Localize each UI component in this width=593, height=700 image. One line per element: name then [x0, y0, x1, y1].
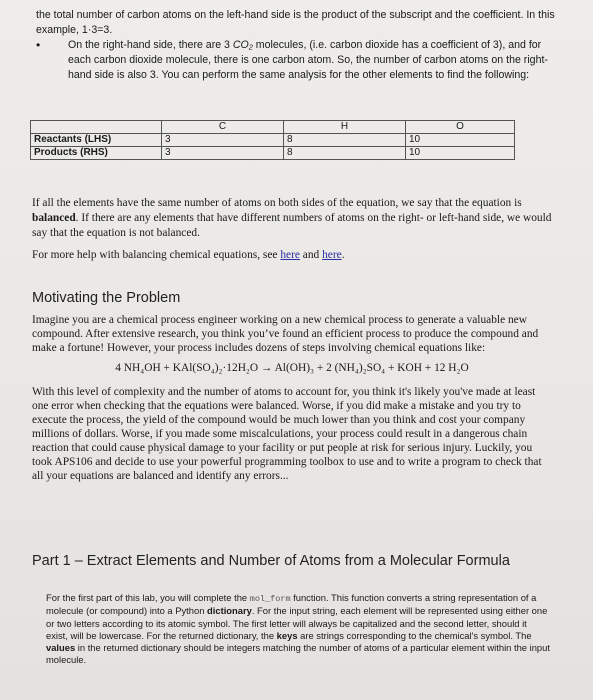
balanced-section	[32, 196, 552, 270]
part1-heading: Part 1 – Extract Elements and Number of Atoms from a Molecular Formula	[32, 553, 510, 569]
part1-text-a: For the first part of this lab, you will complete the	[46, 592, 250, 603]
part1-text-d: are strings corresponding to the chemical's symbol. The	[297, 629, 532, 641]
bullet-item	[36, 38, 556, 83]
table-header-empty	[31, 121, 162, 134]
function-name-code: mol_form	[249, 594, 291, 604]
table-header-row	[31, 121, 515, 134]
co2-formula: CO₂	[232, 39, 253, 51]
cell-products-h: 8	[284, 147, 406, 160]
help-paragraph	[32, 248, 552, 263]
motivating-paragraph-2: With this level of complexity and the number of atoms to account for, you think it's likely you've made at least one error when checking that the equations were balanced. Worse, if you did make a mistake and you try to execute the process, the yield of the compound would be much lower than you think and cost your company millions of dollars. Worse, if you made some miscalculations, your process could result in a dangerous chain reaction that could cause physical damage to your facility or put people at risk for serious injury. Luckily, you took APS106 and decide to use your powerful programming toolbox to use and to write a program to check that all your equations are balanced and identify any errors...	[32, 386, 542, 482]
part1-text-e: in the returned dictionary should be integers matching the number of atoms of a particular element within the input molecule.	[46, 642, 550, 666]
cell-reactants-h: 8	[284, 134, 406, 147]
table-header-h: H	[284, 121, 406, 134]
row-label-reactants: Reactants (LHS)	[31, 134, 162, 147]
bullet-text-end: molecules, (i.e. carbon dioxide has a coefficient of 3), and for each carbon dioxide molecule, there is one carbon atom. So, the number of carbon atoms on the right-hand side is also 3. You can perform the same analysis for the other elements to find the following:	[68, 39, 548, 81]
intro-paragraph: the total number of carbon atoms on the left-hand side is the product of the subscript and the coefficient. In this example, 1·3=3.	[36, 9, 555, 36]
motivating-section	[32, 313, 552, 483]
bullet-text-start: On the right-hand side, there are 3	[68, 39, 233, 51]
atom-count-table	[30, 120, 515, 160]
cell-reactants-o: 10	[406, 134, 515, 147]
table-header-o: O	[406, 121, 515, 134]
help-link-1[interactable]: here	[280, 249, 300, 261]
help-and: and	[299, 249, 323, 261]
table-header-c: C	[162, 121, 284, 134]
values-bold: values	[46, 642, 76, 654]
row-label-products: Products (RHS)	[31, 147, 162, 160]
bullet-dot-icon: •	[36, 38, 41, 52]
table-row	[31, 147, 515, 160]
motivating-heading: Motivating the Problem	[32, 290, 181, 306]
keys-bold: keys	[276, 629, 298, 641]
cell-products-c: 3	[162, 147, 284, 160]
balanced-text-a: If all the elements have the same number of atoms on both sides of the equation, we say that the equation is	[32, 197, 522, 209]
help-text: For more help with balancing chemical equations, see	[32, 249, 281, 261]
motivating-paragraph-1: Imagine you are a chemical process engineer working on a new chemical process to generate a valuable new compound. After extensive research, you think you’ve found an efficient process to produce the compound and make a fortune! However, your process includes dozens of steps involving chemical equations like:	[32, 314, 539, 354]
part1-text-c: . For the input string, each element will be represented using either one or two letters according to its atomic symbol. The first letter will always be capitalized and the second letter, should it exist, will be lowercase. For the returned dictionary, the	[46, 605, 548, 641]
balanced-text-b: . If there are any elements that have different numbers of atoms on the right- or left-hand side, we would say that the equation is not balanced.	[32, 212, 552, 239]
help-link-2[interactable]: here	[322, 249, 342, 261]
part1-paragraph	[46, 592, 551, 667]
chemical-equation: 4 NH₄OH + KAl(SO₄)₂·12H₂O → Al(OH)₃ + 2 (NH₄)₂SO₄ + KOH + 12 H₂O	[115, 362, 469, 374]
part1-text-b: function. This function converts a string representation of a molecule (or compound) into a Python	[46, 592, 537, 617]
intro-section	[36, 8, 556, 83]
balanced-paragraph	[32, 196, 552, 241]
balanced-bold: balanced	[32, 212, 76, 224]
cell-products-o: 10	[406, 147, 515, 160]
table-row	[31, 134, 515, 147]
help-period: .	[341, 249, 345, 261]
cell-reactants-c: 3	[162, 134, 284, 147]
dictionary-bold: dictionary	[207, 605, 252, 617]
